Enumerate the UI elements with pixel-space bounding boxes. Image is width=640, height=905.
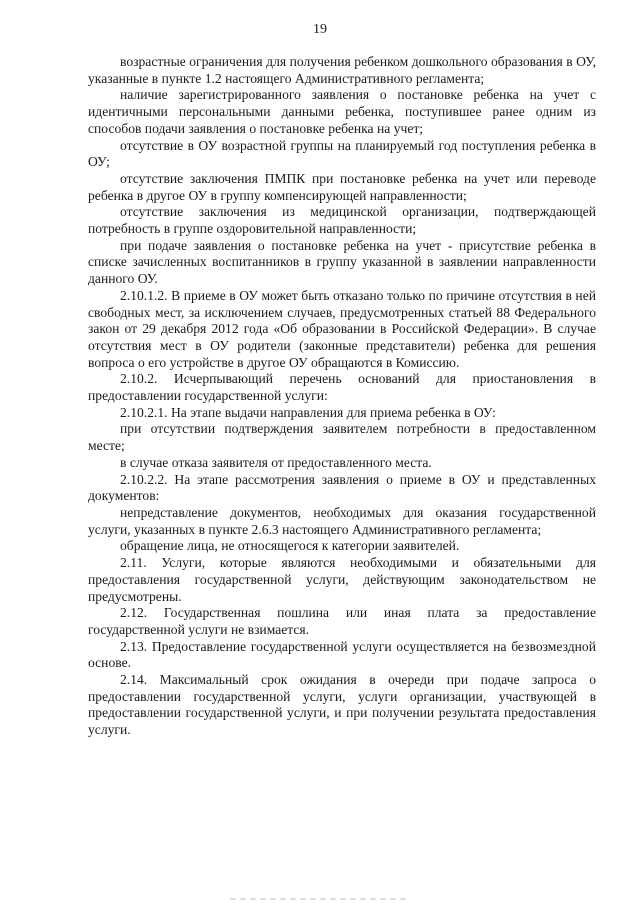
paragraph-no-confirmation: при отсутствии подтверждения заявителем потребности в предоставленном месте; xyxy=(88,421,596,454)
paragraph-already-enrolled: при подаче заявления о постановке ребенка на учет - присутствие ребенка в списке зачисленных воспитанников в группу указанной в заявлении направленности данного ОУ. xyxy=(88,237,596,287)
scan-artifact xyxy=(230,898,410,900)
paragraph-missing-documents: непредставление документов, необходимых для оказания государственной услуги, указанных в пункте 2.6.3 настоящего Административного регламента; xyxy=(88,504,596,537)
paragraph-2-10-2-2: 2.10.2.2. На этапе рассмотрения заявления о приеме в ОУ и представленных документов: xyxy=(88,471,596,504)
paragraph-2-13: 2.13. Предоставление государственной услуги осуществляется на безвозмездной основе. xyxy=(88,638,596,671)
page-number: 19 xyxy=(313,22,327,37)
paragraph-no-pmpk-conclusion: отсутствие заключения ПМПК при постановке ребенка на учет или переводе ребенка в другое ОУ в группу компенсирующей направленности; xyxy=(88,170,596,203)
paragraph-age-restrictions: возрастные ограничения для получения ребенком дошкольного образования в ОУ, указанные в пункте 1.2 настоящего Административного регламента; xyxy=(88,54,596,86)
paragraph-2-14: 2.14. Максимальный срок ожидания в очереди при подаче запроса о предоставлении государственной услуги, услуги организации, участвующей в предоставлении государственной услуги, и при получении результата предоставления услуги. xyxy=(88,672,596,738)
document-body xyxy=(88,54,596,739)
paragraph-2-10-2-1: 2.10.2.1. На этапе выдачи направления для приема ребенка в ОУ: xyxy=(120,404,496,420)
paragraph-2-12: 2.12. Государственная пошлина или иная плата за предоставление государственной услуги не взимается. xyxy=(88,605,596,637)
paragraph-non-applicant: обращение лица, не относящегося к категории заявителей. xyxy=(120,538,460,554)
paragraph-2-10-2: 2.10.2. Исчерпывающий перечень оснований для приостановления в предоставлении государственной услуги: xyxy=(88,371,596,404)
paragraph-refusal-of-place: в случае отказа заявителя от предоставленного места. xyxy=(120,454,432,470)
paragraph-2-11: 2.11. Услуги, которые являются необходимыми и обязательными для предоставления государственной услуги, действующим законодательством не предусмотрены. xyxy=(88,555,596,604)
paragraph-no-medical-conclusion: отсутствие заключения из медицинской организации, подтверждающей потребность в группе оздоровительной направленности; xyxy=(88,204,596,237)
paragraph-duplicate-application: наличие зарегистрированного заявления о постановке ребенка на учет с идентичными персональными данными ребенка, поступившее ранее одним из способов подачи заявления о постановке ребенка на учет; xyxy=(88,87,596,136)
paragraph-2-10-1-2: 2.10.1.2. В приеме в ОУ может быть отказано только по причине отсутствия в ней свободных мест, за исключением случаев, предусмотренных статьей 88 Федерального закон от 29 декабря 2012 года «Об образовании в Российской Федерации». В случае отсутствия мест в ОУ родители (законные представители) ребенка для решения вопроса о его устройстве в другое ОУ обращаются в Комиссию. xyxy=(88,287,596,370)
paragraph-no-age-group: отсутствие в ОУ возрастной группы на планируемый год поступления ребенка в ОУ; xyxy=(88,137,596,170)
